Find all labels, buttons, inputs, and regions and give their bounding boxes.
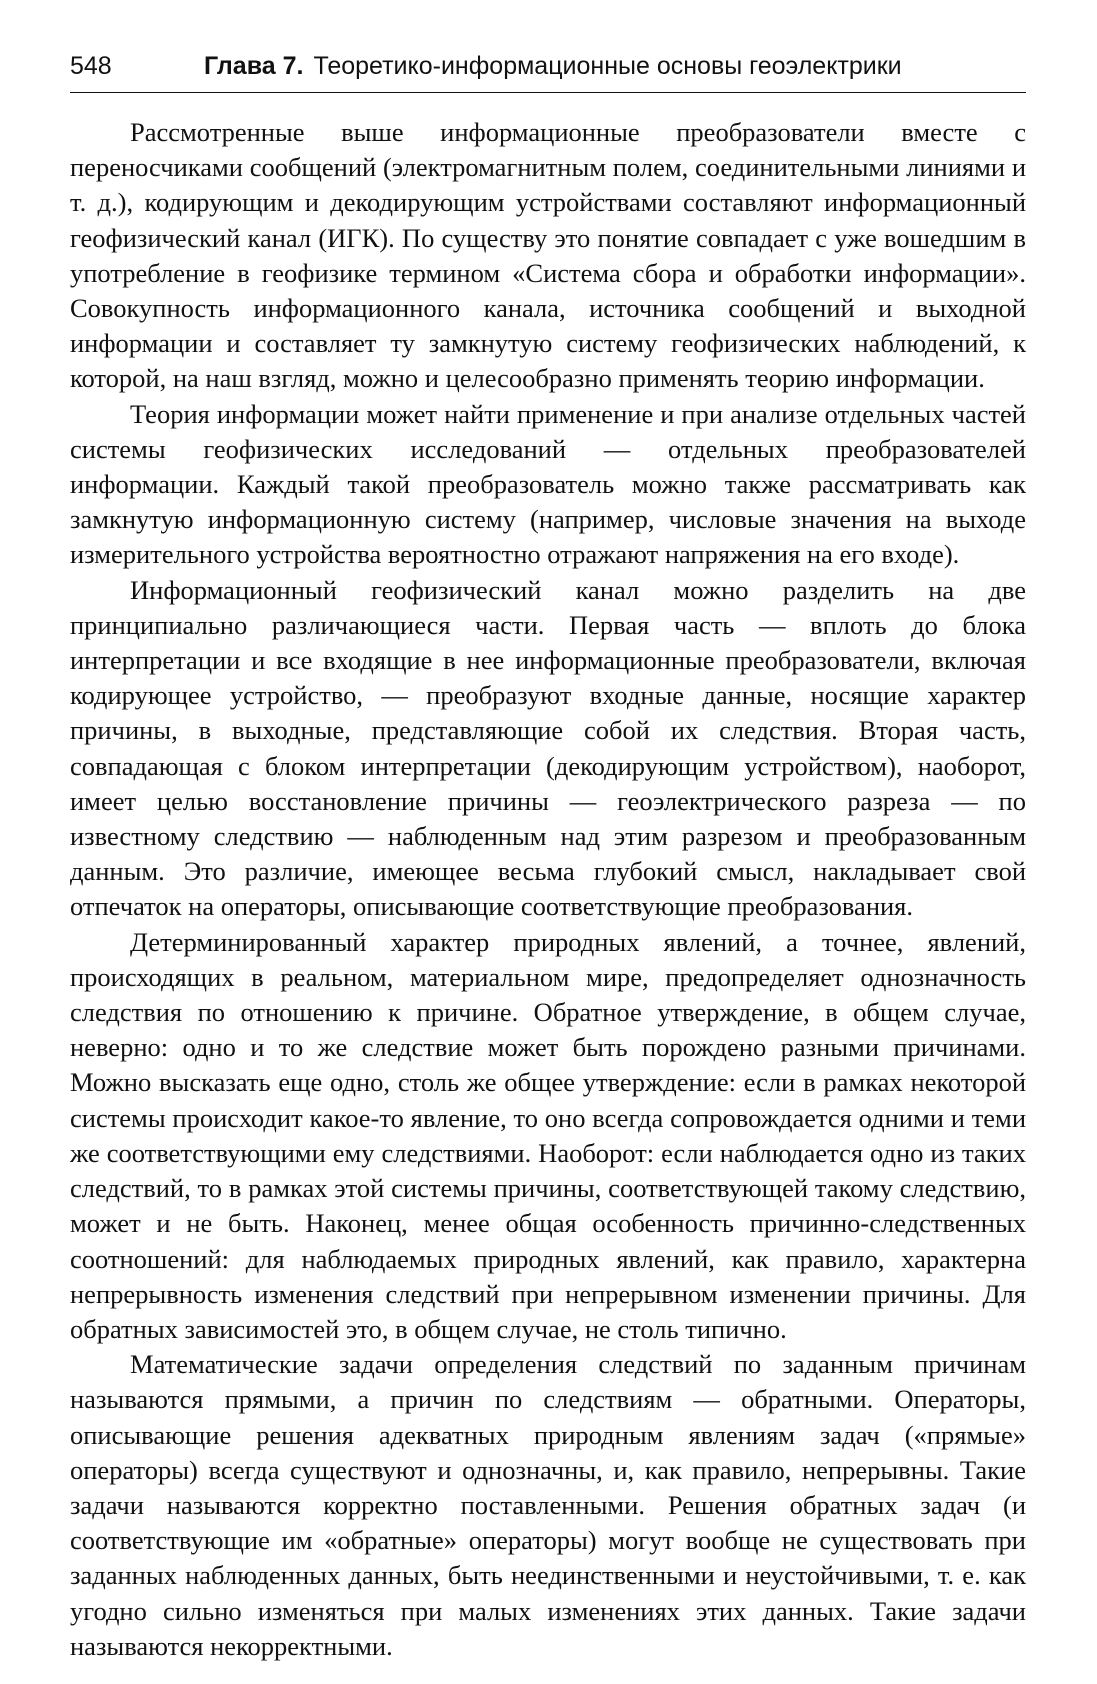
book-page (70, 50, 1026, 1664)
paragraph-1: Рассмотренные выше информационные преобразователи вместе с переносчиками сообщений (электромагнитным полем, соединительными линиями и т. д.), кодирующим и декодирующим устройствами составляют информационный геофизический канал (ИГК). По существу это понятие совпадает с уже вошедшим в употребление в геофизике термином «Система сбора и обработки информации». Совокупность информационного канала, источника сообщений и выходной информации и составляет ту замкнутую систему геофизических наблюдений, к которой, на наш взгляд, можно и целесообразно применять теорию информации. (70, 117, 1026, 394)
paragraph-4: Детерминированный характер природных явлений, а точнее, явлений, происходящих в реальном, материальном мире, предопределяет однозначность следствия по отношению к причине. Обратное утверждение, в общем случае, неверно: одно и то же следствие может быть порождено разными причинами. Можно высказать еще одно, столь же общее утверждение: если в рамках некоторой системы происходит какое-то явление, то оно всегда сопровождается одними и теми же соответствующими ему следствиями. Наоборот: если наблюдается одно из таких следствий, то в рамках этой системы причины, соответствующей такому следствию, может и не быть. Наконец, менее общая особенность причинно-следственных соотношений: для наблюдаемых природных явлений, как правило, характерна непрерывность изменения следствий при непрерывном изменении причины. Для обратных зависимостей это, в общем случае, не столь типично. (70, 926, 1026, 1344)
running-head (70, 50, 1026, 93)
body-text (70, 115, 1026, 1664)
chapter-label: Глава 7. (204, 52, 304, 80)
page-number: 548 (70, 52, 112, 80)
paragraph-3: Информационный геофизический канал можно разделить на две принципиально различающиеся части. Первая часть — вплоть до блока интерпретации и все входящие в нее информационные преобразователи, включая кодирующее устройство, — преобразуют входные данные, носящие характер причины, в выходные, представляющие собой их следствия. Вторая часть, совпадающая с блоком интерпретации (декодирующим устройством), наоборот, имеет целью восстановление причины — геоэлектрического разреза — по известному следствию — наблюденным над этим разрезом и преобразованным данным. Это различие, имеющее весьма глубокий смысл, накладывает свой отпечаток на операторы, описывающие соответствующие преобразования. (70, 574, 1026, 922)
paragraph-5: Математические задачи определения следствий по заданным причинам называются прямыми, а причин по следствиям — обратными. Операторы, описывающие решения адекватных природным явлениям задач («прямые» операторы) всегда существуют и однозначны, и, как правило, непрерывны. Такие задачи называются корректно поставленными. Решения обратных задач (и соответствующие им «обратные» операторы) могут вообще не существовать при заданных наблюденных данных, быть неединственными и неустойчивыми, т. е. как угодно сильно изменяться при малых изменениях этих данных. Такие задачи называются некорректными. (70, 1349, 1026, 1661)
chapter-title: Теоретико-информационные основы геоэлектрики (313, 52, 902, 80)
paragraph-2: Теория информации может найти применение и при анализе отдельных частей системы геофизических исследований — отдельных преобразователей информации. Каждый такой преобразователь можно также рассматривать как замкнутую информационную систему (например, числовые значения на выходе измерительного устройства вероятностно отражают напряжения на его входе). (70, 398, 1026, 570)
